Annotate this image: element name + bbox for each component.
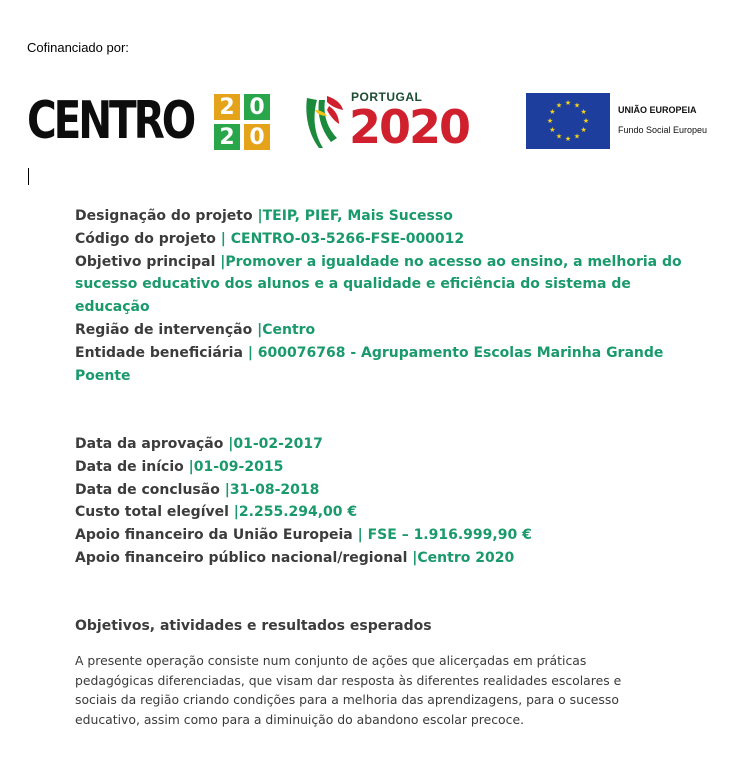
field-label: Custo total elegível — [75, 504, 234, 521]
start-date — [75, 456, 690, 479]
eu-title: UNIÃO EUROPEIA — [618, 105, 697, 115]
end-date — [75, 479, 690, 502]
centro-logo-digit: 2 — [214, 124, 240, 150]
logos-bar — [0, 0, 737, 170]
spacer — [75, 387, 690, 433]
svg-text:★: ★ — [564, 99, 572, 107]
project-beneficiary-cont — [75, 365, 690, 388]
svg-text:★: ★ — [555, 132, 563, 141]
portugal-2020-logo — [303, 90, 493, 152]
text-cursor — [28, 168, 29, 185]
field-value: |Promover a igualdade no acesso ao ensino, a melhoria do — [220, 253, 682, 270]
eu-subtitle: Fundo Social Europeu — [618, 125, 708, 135]
svg-text:★: ★ — [549, 126, 556, 134]
objectives-title: Objetivos, atividades e resultados esperados — [75, 618, 432, 635]
national-funding — [75, 547, 690, 570]
project-objective-cont — [75, 296, 690, 319]
field-value: |Centro 2020 — [412, 549, 515, 566]
field-value: |31-08-2018 — [224, 481, 320, 498]
project-objective-cont — [75, 273, 690, 296]
centro-2020-logo — [27, 92, 272, 150]
cofinanced-label: Cofinanciado por: — [27, 40, 129, 55]
field-label: Designação do projeto — [75, 208, 258, 224]
eligible-cost — [75, 501, 690, 524]
project-objective — [75, 251, 690, 274]
objectives-text-line: A presente operação consiste num conjunto de ações que alicerçadas em práticas — [75, 653, 587, 669]
svg-text:★: ★ — [549, 108, 556, 116]
field-value: |TEIP, PIEF, Mais Sucesso — [257, 208, 453, 224]
field-label: Apoio financeiro da União Europeia — [75, 527, 358, 544]
objectives-text-line: sociais da região criando condições para a melhoria das aprendizagens, para o sucesso — [75, 692, 619, 708]
objectives-text-line: pedagógicas diferenciadas, que visam dar resposta às diferentes realidades escolares e — [75, 672, 622, 688]
svg-text:★: ★ — [573, 101, 581, 110]
field-value: | FSE – 1.916.999,90 € — [357, 527, 532, 544]
field-value: |01-09-2015 — [188, 458, 284, 475]
centro-logo-digit: 0 — [244, 94, 270, 120]
project-info — [75, 205, 690, 729]
portugal-2020-mark-icon — [303, 92, 345, 150]
field-value: |Centro — [257, 321, 316, 338]
project-designation — [75, 205, 690, 228]
svg-text:★: ★ — [573, 132, 581, 141]
field-label: Entidade beneficiária — [75, 344, 248, 361]
centro-logo-digits — [214, 94, 270, 150]
field-value: | CENTRO-03-5266-FSE-000012 — [220, 230, 465, 247]
field-label: Região de intervenção — [75, 321, 258, 338]
centro-logo-word: CENTRO — [27, 91, 194, 151]
spacer — [75, 570, 690, 616]
field-value: |01-02-2017 — [228, 435, 323, 452]
portugal-label: PORTUGAL — [351, 90, 423, 104]
svg-text:★: ★ — [580, 126, 587, 134]
field-value: sucesso educativo dos alunos e a qualidade e eficiência do sistema de — [75, 276, 631, 293]
field-label: Objetivo principal — [75, 253, 221, 270]
project-region — [75, 319, 690, 342]
field-value: Poente — [75, 367, 131, 384]
field-label: Data de início — [75, 458, 189, 475]
centro-logo-digit: 2 — [214, 94, 240, 120]
eu-flag-icon — [526, 93, 610, 149]
centro-logo-digit: 0 — [244, 124, 270, 150]
project-code — [75, 228, 690, 251]
field-label: Apoio financeiro público nacional/regional — [75, 549, 413, 566]
field-label: Data de conclusão — [75, 481, 225, 498]
objectives-text-line: educativo, assim como para a diminuição do abandono escolar precoce. — [75, 711, 525, 727]
portugal-year: 2020 — [349, 100, 470, 154]
eu-logo — [526, 93, 716, 149]
svg-text:★: ★ — [546, 117, 554, 125]
svg-text:★: ★ — [555, 101, 563, 110]
field-label: Data da aprovação — [75, 435, 229, 452]
approval-date — [75, 433, 690, 456]
eu-funding — [75, 524, 690, 547]
svg-text:★: ★ — [582, 117, 590, 125]
field-value: |2.255.294,00 € — [233, 504, 358, 521]
field-value: educação — [75, 299, 150, 316]
field-value: | 600076768 - Agrupamento Escolas Marinha Grande — [247, 344, 664, 361]
svg-text:★: ★ — [564, 135, 572, 143]
svg-text:★: ★ — [580, 108, 587, 116]
field-label: Código do projeto — [75, 230, 221, 247]
project-beneficiary — [75, 342, 690, 365]
